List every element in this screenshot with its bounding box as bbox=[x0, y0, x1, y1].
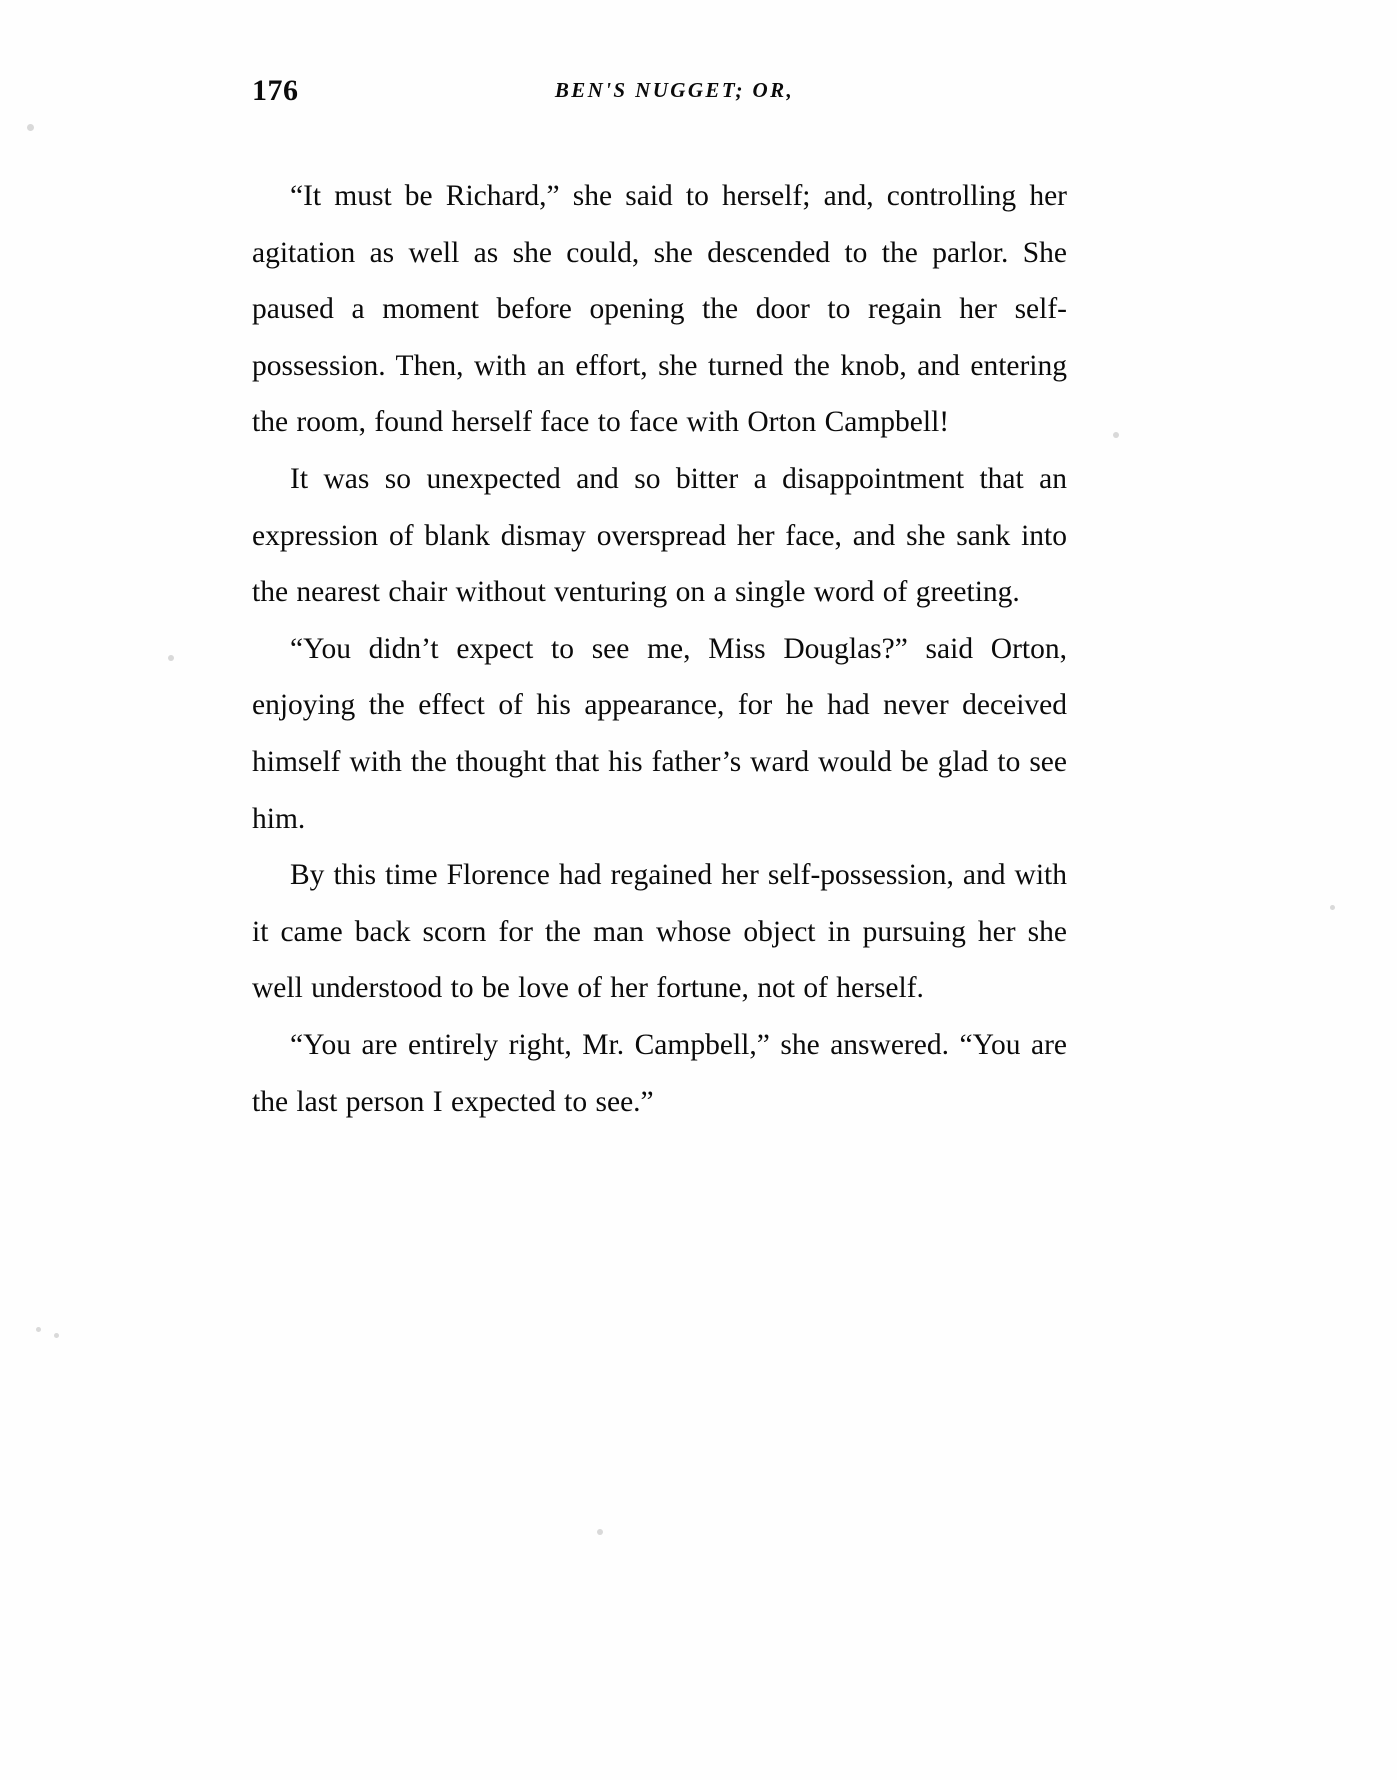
scan-speck bbox=[1113, 432, 1119, 438]
page-title: BEN'S NUGGET; OR, bbox=[554, 78, 795, 102]
scan-speck bbox=[168, 655, 174, 661]
page-number: 176 bbox=[252, 74, 299, 107]
paragraph: “It must be Richard,” she said to herself; and, controlling her agitation as well as she could, she descended to the parlor. She paused a moment before opening the door to regain her self-possession. Then, with an effort, she turned the knob, and entering the room, found herself face to face with Orton Campbell! bbox=[252, 180, 1067, 439]
scan-speck bbox=[27, 124, 34, 131]
page-content bbox=[252, 74, 1067, 1130]
scan-speck bbox=[54, 1333, 59, 1338]
paragraph: By this time Florence had regained her self-possession, and with it came back scorn for the man whose object in pursuing her she well understood to be love of her fortune, not of herself. bbox=[252, 859, 1067, 1005]
paragraph: It was so unexpected and so bitter a disappointment that an expression of blank dismay overspread her face, and she sank into the nearest chair without venturing on a single word of greeting. bbox=[252, 462, 1067, 609]
scan-speck bbox=[597, 1529, 603, 1535]
paragraph: “You are entirely right, Mr. Campbell,” she answered. “You are the last person I expected to see.” bbox=[252, 1028, 1067, 1118]
paragraph: “You didn’t expect to see me, Miss Douglas?” said Orton, enjoying the effect of his appearance, for he had never deceived himself with the thought that his father’s ward would be glad to see him. bbox=[252, 632, 1067, 835]
running-head bbox=[252, 74, 1067, 122]
scan-speck bbox=[36, 1327, 41, 1332]
body-text bbox=[252, 168, 1067, 1130]
scan-speck bbox=[1330, 905, 1335, 910]
